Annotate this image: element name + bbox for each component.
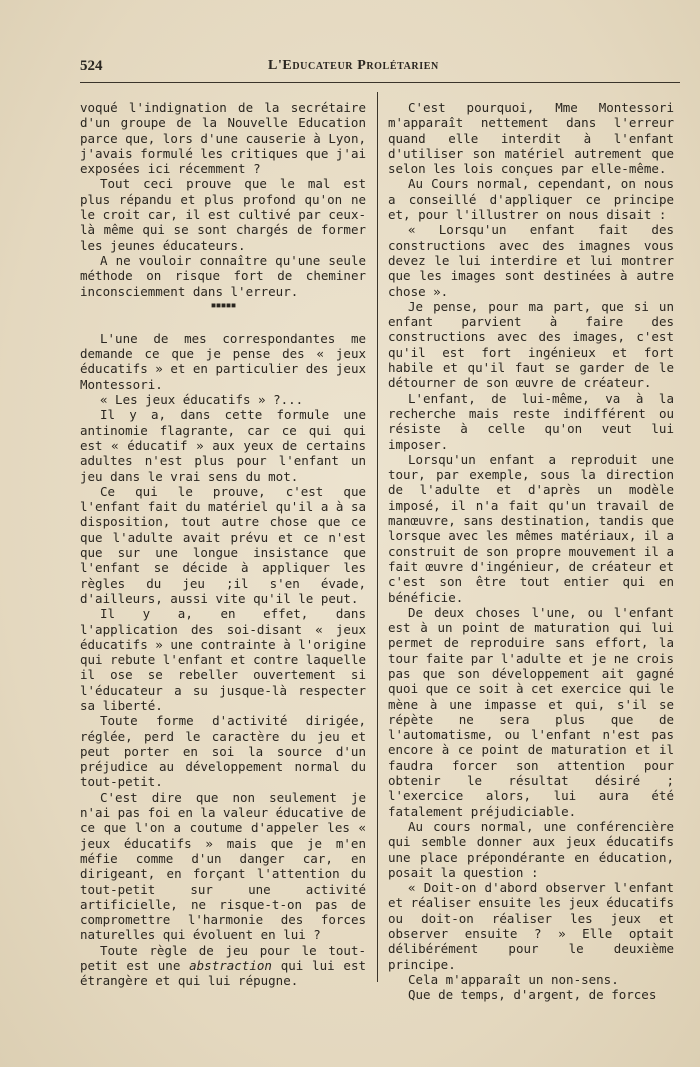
text-run: qui lui est étrangère et qui lui répugne. [80,958,366,989]
paragraph: Au cours normal, une conférencière qui semble donner aux jeux éducatifs une place prépondérante en éducation, posait la question : [388,818,674,880]
paragraph: Lorsqu'un enfant a reproduit une tour, par exemple, sous la direction de l'adulte et d'après un modèle imposé, il n'a fait qu'un travail de manœuvre, sans destination, tandis que lorsque avec les mêmes matériaux, il a construit de son propre mouvement il a fait œuvre d'ingénieur, de créateur et c'est son être tout entier qui en bénéficie. [388,451,674,605]
paragraph: Que de temps, d'argent, de forces [408,987,657,1003]
paragraph: Au Cours normal, cependant, on nous a conseillé d'appliquer ce principe et, pour l'illustrer on nous disait : [388,176,674,223]
paragraph: Cela m'apparaît un non-sens. [408,971,619,987]
paragraph: De deux choses l'une, ou l'enfant est à un point de maturation qui lui permet de reproduire sans effort, la tour faite par l'adulte et je ne crois pas que son développement ait gagné quoi que ce soit à cet exercice qui le mène à une impasse et qui, s'il se répète ne sera plus que de l'automatisme, ou l'enfant n'est pas encore à ce point de maturation et il faudra forcer son attention pour obtenir le résultat désiré ; l'exercice alors, lui aura été fatalement préjudiciable. [388,604,674,819]
paragraph: « Doit-on d'abord observer l'enfant et réaliser ensuite les jeux éducatifs ou doit-on réaliser les jeux et observer ensuite ? » Elle optait délibérément pour le deuxième principe. [388,880,674,972]
page-number: 524 [80,58,103,74]
paragraph: Tout ceci prouve que le mal est plus répandu et plus profond qu'on ne le croit car, il est cultivé par ceux-là même qui se sont chargés de former les jeunes éducateurs. [80,176,366,253]
column-divider [377,92,378,982]
paragraph: Je pense, pour ma part, que si un enfant parvient à faire des constructions avec des images, c'est qu'il est fort ingénieux et fort habile et qu'il faut se garder de le détourner de son œuvre de créateur. [388,298,674,391]
paragraph: L'enfant, de lui-même, va à la recherche mais reste indifférent ou résiste à celle qu'on veut lui imposer. [388,390,674,452]
paragraph: Il y a, en effet, dans l'application des soi-disant « jeux éducatifs » une contrainte à l'origine qui rebute l'enfant et contre laquelle il ose se rebeller ouvertement si l'éducateur a su jusque-là respecter sa liberté. [80,606,366,713]
paragraph [80,943,366,989]
paragraph: « Lorsqu'un enfant fait des constructions avec des imagnes vous devez le lui interdire et lui montrer que les images sont destinées à autre chose ». [388,222,674,299]
journal-title: L'Educateur Prolétarien [268,58,439,73]
header-rule [80,82,680,83]
section-separator: ▪▪▪▪▪ [210,299,236,311]
paragraph: Toute forme d'activité dirigée, réglée, perd le caractère du jeu et peut porter en soi la source d'un préjudice au développement normal du tout-petit. [80,713,366,790]
paragraph: Ce qui le prouve, c'est que l'enfant fait du matériel qu'il a à sa disposition, tout autre chose que ce que l'adulte avait prévu et ce n'est que sur une longue insistance que l'enfant se décide à appliquer les règles du jeu ;il s'en évade, d'ailleurs, aussi vite qu'il le peut. [80,483,366,606]
page-header [80,58,680,80]
paragraph: Il y a, dans cette formule une antinomie flagrante, car ce qui qui est « éducatif » aux yeux de certains adultes n'est plus pour l'enfant un jeu dans le vrai sens du mot. [80,407,366,484]
paragraph: A ne vouloir connaître qu'une seule méthode on risque fort de cheminer inconsciemment dans l'erreur. [80,252,366,299]
right-column [388,100,674,1003]
paragraph: « Les jeux éducatifs » ?... [100,392,304,408]
paragraph: voqué l'indignation de la secrétaire d'un groupe de la Nouvelle Education parce que, lors d'une causerie à Lyon, j'avais formulé les critiques que j'ai exposées ici récemment ? [80,100,366,177]
left-column [80,100,366,989]
paragraph: L'une de mes correspondantes me demande ce que je pense des « jeux éducatifs » et en particulier des jeux Montessori. [80,330,366,392]
emphasis-text: abstraction [189,958,272,974]
text-run: Toute règle de jeu pour le tout-petit est une [80,942,366,974]
paragraph: C'est dire que non seulement je n'ai pas foi en la valeur éducative de ce que l'on a coutume d'appeler les « jeux éducatifs » mais que je m'en méfie comme d'un danger car, en dirigeant, en forçant l'attention du tout-petit sur une activité artificielle, ne risque-t-on pas de compromettre l'harmonie des forces naturelles qui évoluent en lui ? [80,789,366,943]
paragraph: C'est pourquoi, Mme Montessori m'apparaît nettement dans l'erreur quand elle interdit à l'enfant d'utiliser son matériel autrement que selon les lois conçues par elle-même. [388,100,674,177]
